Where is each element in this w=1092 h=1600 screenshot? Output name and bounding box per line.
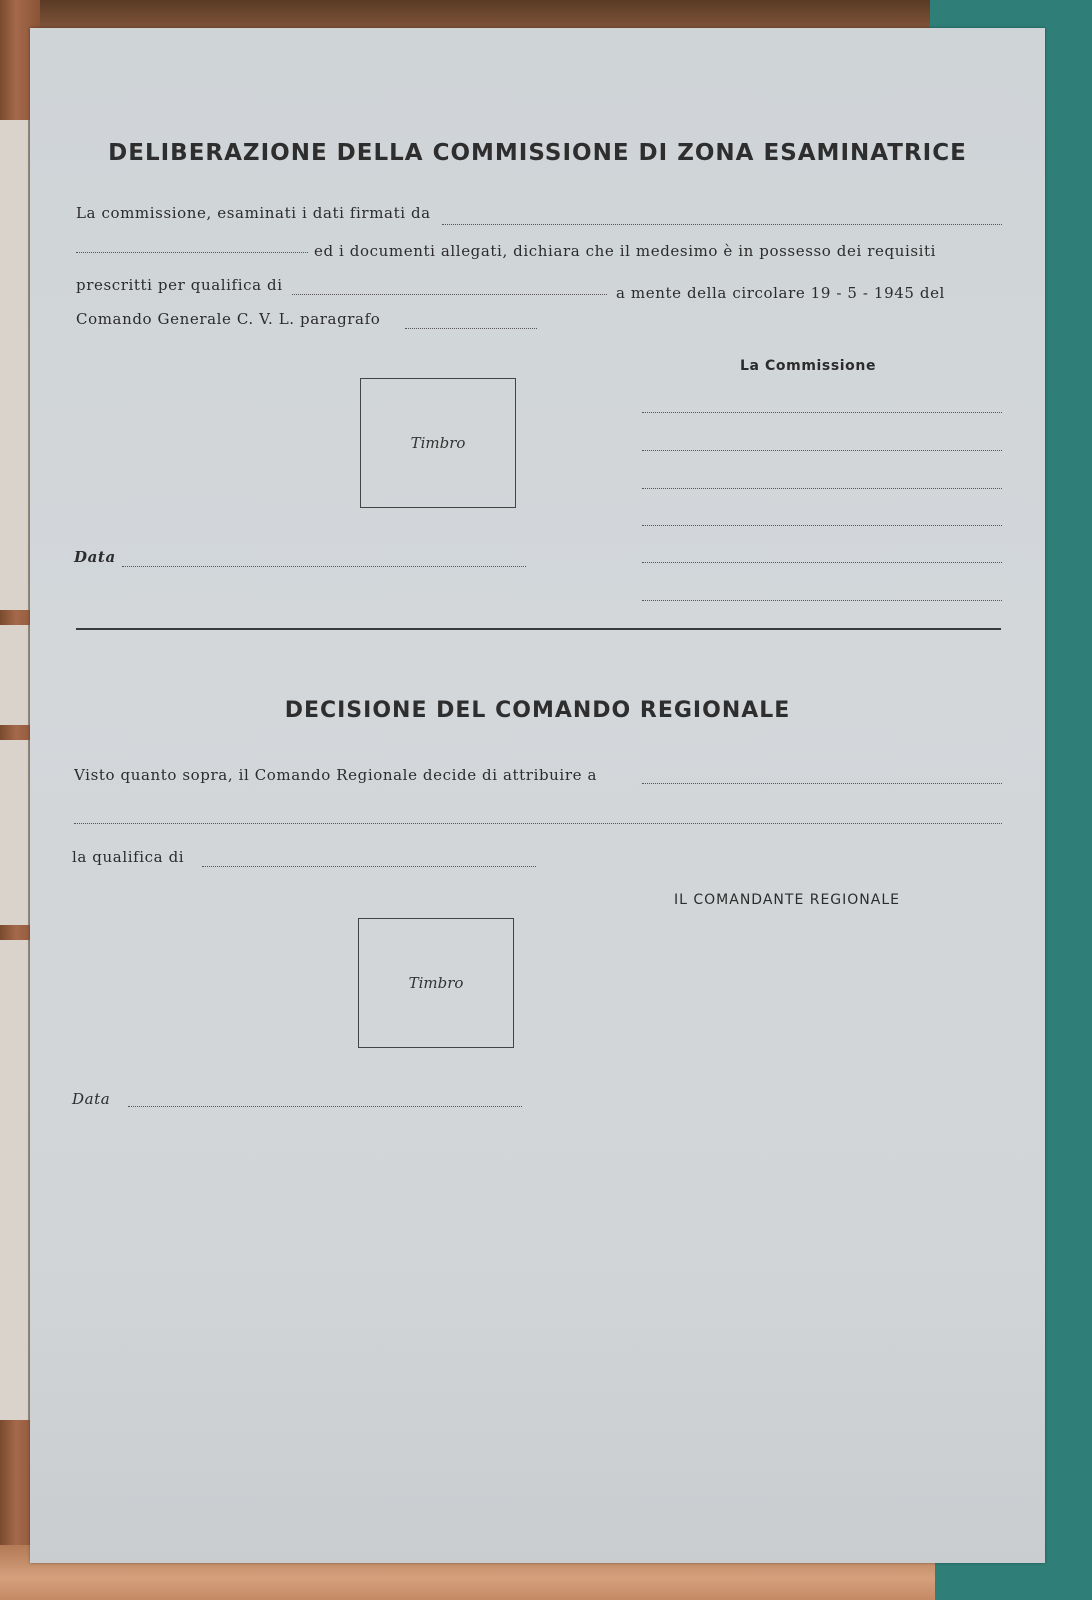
section-divider xyxy=(76,628,1001,630)
examined-name-field-cont[interactable] xyxy=(76,252,308,253)
stamp-label-2: Timbro xyxy=(408,974,464,992)
date-label-2: Data xyxy=(72,1090,111,1108)
page-tab-3 xyxy=(0,740,30,925)
commission-signature-line-5[interactable] xyxy=(642,562,1002,563)
commission-line-2: ed i documenti allegati, dichiara che il medesimo è in possesso dei requisiti xyxy=(314,242,937,260)
commission-signature-line-4[interactable] xyxy=(642,525,1002,526)
qualification-field-2[interactable] xyxy=(202,866,536,867)
commission-line-3b: a mente della circolare 19 - 5 - 1945 del xyxy=(616,284,945,302)
paragraph-field[interactable] xyxy=(405,328,537,329)
commission-signature-line-2[interactable] xyxy=(642,450,1002,451)
commission-line-4: Comando Generale C. V. L. paragrafo xyxy=(76,310,381,328)
commission-signature-line-1[interactable] xyxy=(642,412,1002,413)
qualification-field[interactable] xyxy=(292,294,607,295)
section1-title: DELIBERAZIONE DELLA COMMISSIONE DI ZONA ESAMINATRICE xyxy=(108,140,967,166)
stamp-label-1: Timbro xyxy=(410,434,466,452)
section2-title: DECISIONE DEL COMANDO REGIONALE xyxy=(284,698,791,723)
recipient-field[interactable] xyxy=(642,783,1002,784)
stamp-box-2 xyxy=(358,918,514,1048)
commission-label: La Commissione xyxy=(740,358,877,374)
regional-line-1: Visto quanto sopra, il Comando Regionale decide di attribuire a xyxy=(74,766,597,784)
commission-line-1: La commissione, esaminati i dati firmati da xyxy=(76,204,431,222)
page-tab-1 xyxy=(0,120,30,610)
page-tab-4 xyxy=(0,940,30,1420)
recipient-field-cont[interactable] xyxy=(74,823,1002,824)
date-field-2[interactable] xyxy=(128,1106,522,1107)
date-field-1[interactable] xyxy=(122,566,526,567)
document-page xyxy=(30,28,1045,1563)
commission-signature-line-3[interactable] xyxy=(642,488,1002,489)
commander-label: IL COMANDANTE REGIONALE xyxy=(674,892,900,908)
commission-signature-line-6[interactable] xyxy=(642,600,1002,601)
stamp-box-1 xyxy=(360,378,516,508)
date-label-1: Data xyxy=(74,548,116,566)
regional-line-2: la qualifica di xyxy=(72,848,185,866)
examined-name-field[interactable] xyxy=(442,224,1002,225)
commission-line-3a: prescritti per qualifica di xyxy=(76,276,283,294)
page-tab-2 xyxy=(0,625,30,725)
